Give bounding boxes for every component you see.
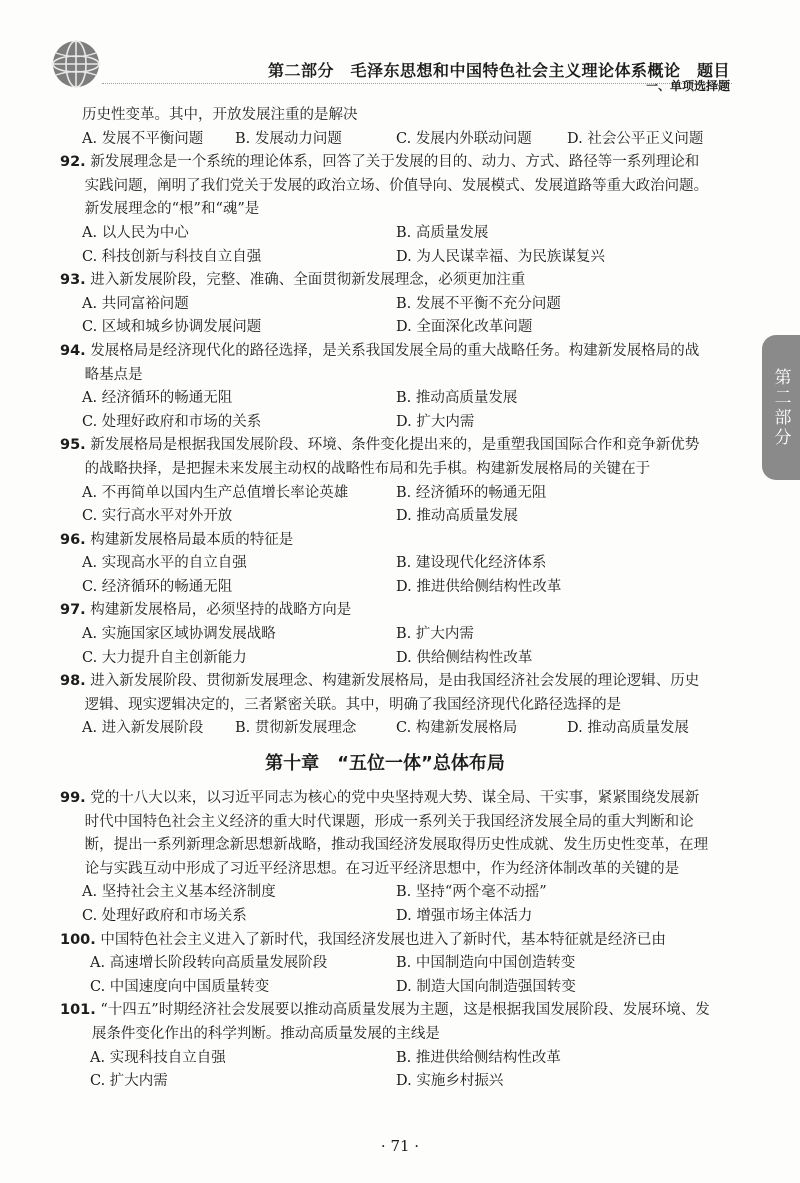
- option-b: B. 发展动力问题: [235, 130, 342, 147]
- question-96: [60, 529, 710, 600]
- question-stem: 中国特色社会主义进入了新时代，我国经济发展也进入了新时代，基本特征就是经济已由: [100, 931, 666, 948]
- option-d: D. 为人民谋幸福、为民族谋复兴: [396, 248, 605, 265]
- globe-logo-icon: [50, 38, 102, 90]
- header-divider: [102, 83, 732, 84]
- question-number: 92.: [60, 154, 86, 171]
- option-c: C. 处理好政府和市场的关系: [82, 413, 262, 430]
- option-b: B. 经济循环的畅通无阻: [396, 484, 547, 501]
- option-c: C. 发展内外联动问题: [396, 130, 532, 147]
- option-row: [60, 128, 710, 152]
- option-a: A. 实现科技自立自强: [90, 1049, 226, 1066]
- option-row: [60, 576, 710, 600]
- option-d: D. 实施乡村振兴: [396, 1073, 504, 1090]
- question-stem: 进入新发展阶段，完整、准确、全面贯彻新发展理念，必须更加注重: [90, 272, 526, 289]
- option-a: A. 经济循环的畅通无阻: [82, 390, 233, 407]
- option-d: D. 全面深化改革问题: [396, 319, 533, 336]
- question-number: 95.: [60, 437, 86, 454]
- question-number: 99.: [60, 790, 86, 807]
- option-b: B. 推动高质量发展: [396, 390, 518, 407]
- option-row: [60, 505, 710, 529]
- option-a: A. 实现高水平的自立自强: [82, 555, 247, 572]
- option-c: C. 构建新发展格局: [396, 720, 518, 737]
- question-95: [60, 434, 710, 528]
- option-c: C. 中国速度向中国质量转变: [90, 978, 270, 995]
- option-row: [60, 552, 710, 576]
- question-92: [60, 151, 710, 269]
- option-c: C. 经济循环的畅通无阻: [82, 578, 233, 595]
- option-row: [60, 316, 710, 340]
- option-row: [60, 222, 710, 246]
- option-c: C. 区域和城乡协调发展问题: [82, 319, 262, 336]
- option-a: A. 共同富裕问题: [82, 295, 189, 312]
- option-b: B. 中国制造向中国创造转变: [396, 955, 576, 972]
- question-stem: 党的十八大以来，以习近平同志为核心的党中央坚持观大势、谋全局、干实事，紧紧围绕发展新时代中国特色社会主义经济的重大时代课题，形成一系列关于我国经济发展全局的重大判断和论断，提出一系列新理念新思想新战略，推动我国经济发展取得历史性成就、发生历史性变革，在理论与实践互动中形成了习近平经济思想。在习近平经济思想中，作为经济体制改革的关键的是: [84, 790, 709, 877]
- question-list: [60, 104, 710, 1094]
- question-number: 96.: [60, 531, 86, 548]
- question-stem: 发展格局是经济现代化的路径选择，是关系我国发展全局的重大战略任务。构建新发展格局的战略基点是: [84, 342, 700, 383]
- question-100: [60, 929, 710, 1000]
- option-row: [60, 952, 710, 976]
- question-stem: 进入新发展阶段、贯彻新发展理念、构建新发展格局，是由我国经济社会发展的理论逻辑、历史逻辑、现实逻辑决定的，三者紧密关联。其中，明确了我国经济现代化路径选择的是: [84, 673, 700, 713]
- option-row: [60, 976, 710, 1000]
- option-d: D. 增强市场主体活力: [396, 908, 533, 924]
- option-b: B. 扩大内需: [396, 626, 474, 643]
- option-row: [60, 647, 710, 671]
- option-row: [60, 387, 710, 411]
- section-side-tab: 第二部分: [762, 335, 800, 480]
- question-number: 101.: [60, 1002, 96, 1019]
- option-a: A. 进入新发展阶段: [82, 720, 204, 737]
- question-number: 97.: [60, 602, 86, 619]
- option-d: D. 供给侧结构性改革: [396, 649, 533, 666]
- question-97: [60, 599, 710, 670]
- option-b: B. 推进供给侧结构性改革: [396, 1049, 561, 1066]
- option-row: [60, 1070, 710, 1094]
- question-number: 98.: [60, 673, 86, 690]
- option-c: C. 大力提升自主创新能力: [82, 649, 247, 666]
- option-row: [60, 246, 710, 270]
- option-b: B. 发展不平衡不充分问题: [396, 295, 561, 312]
- option-b: B. 坚持“两个毫不动摇”: [396, 884, 547, 901]
- option-row: [60, 482, 710, 506]
- option-a: A. 坚持社会主义基本经济制度: [82, 884, 276, 901]
- header-subtitle: 一、单项选择题: [645, 79, 730, 93]
- question-number: 94.: [60, 342, 86, 359]
- option-row: [60, 623, 710, 647]
- option-a: A. 发展不平衡问题: [82, 130, 204, 147]
- question-91: [60, 104, 710, 151]
- option-a: A. 以人民为中心: [82, 224, 189, 241]
- header-title: 第二部分 毛泽东思想和中国特色社会主义理论体系概论 题目: [267, 61, 730, 80]
- option-row: [60, 905, 710, 929]
- option-b: B. 高质量发展: [396, 224, 489, 241]
- question-98: [60, 670, 710, 741]
- option-c: C. 扩大内需: [90, 1073, 168, 1090]
- option-row: [60, 293, 710, 317]
- question-101: [60, 999, 710, 1093]
- question-stem: 构建新发展格局，必须坚持的战略方向是: [90, 602, 352, 619]
- option-c: C. 处理好政府和市场关系: [82, 908, 247, 924]
- option-a: A. 不再简单以国内生产总值增长率论英雄: [82, 484, 349, 501]
- option-d: D. 推动高质量发展: [396, 508, 518, 525]
- option-d: D. 扩大内需: [396, 413, 475, 430]
- question-99: [60, 787, 710, 929]
- option-d: D. 社会公平正义问题: [567, 130, 704, 147]
- question-number: 100.: [60, 931, 96, 948]
- question-stem: 新发展理念是一个系统的理论体系，回答了关于发展的目的、动力、方式、路径等一系列理论和实践问题，阐明了我们党关于发展的政治立场、价值导向、发展模式、发展道路等重大政治问题。新发展理念的“根”和“魂”是: [84, 154, 709, 218]
- option-row: [60, 1047, 710, 1071]
- question-stem: 构建新发展格局最本质的特征是: [90, 531, 294, 548]
- option-b: B. 贯彻新发展理念: [235, 720, 357, 737]
- option-d: D. 推动高质量发展: [567, 720, 689, 737]
- option-a: A. 高速增长阶段转向高质量发展阶段: [90, 955, 328, 972]
- question-stem: 历史性变革。其中，开放发展注重的是解决: [82, 107, 358, 123]
- question-number: 93.: [60, 272, 86, 289]
- option-d: D. 推进供给侧结构性改革: [396, 578, 562, 595]
- option-row: [60, 717, 710, 741]
- option-b: B. 建设现代化经济体系: [396, 555, 547, 572]
- question-93: [60, 269, 710, 340]
- option-c: C. 实行高水平对外开放: [82, 508, 233, 525]
- question-94: [60, 340, 710, 434]
- question-stem: 新发展格局是根据我国发展阶段、环境、条件变化提出来的，是重塑我国国际合作和竞争新优势的战略抉择，是把握未来发展主动权的战略性布局和先手棋。构建新发展格局的关键在于: [84, 437, 700, 477]
- option-row: [60, 881, 710, 905]
- option-c: C. 科技创新与科技自立自强: [82, 248, 262, 265]
- option-a: A. 实施国家区域协调发展战略: [82, 626, 276, 643]
- option-row: [60, 411, 710, 435]
- option-d: D. 制造大国向制造强国转变: [396, 978, 576, 995]
- chapter-heading: 第十章 “五位一体”总体布局: [265, 753, 505, 775]
- page-number: · 71 ·: [380, 1137, 420, 1155]
- question-stem: “十四五”时期经济社会发展要以推动高质量发展为主题，这是根据我国发展阶段、发展环境、发展条件变化作出的科学判断。推动高质量发展的主线是: [91, 1002, 710, 1042]
